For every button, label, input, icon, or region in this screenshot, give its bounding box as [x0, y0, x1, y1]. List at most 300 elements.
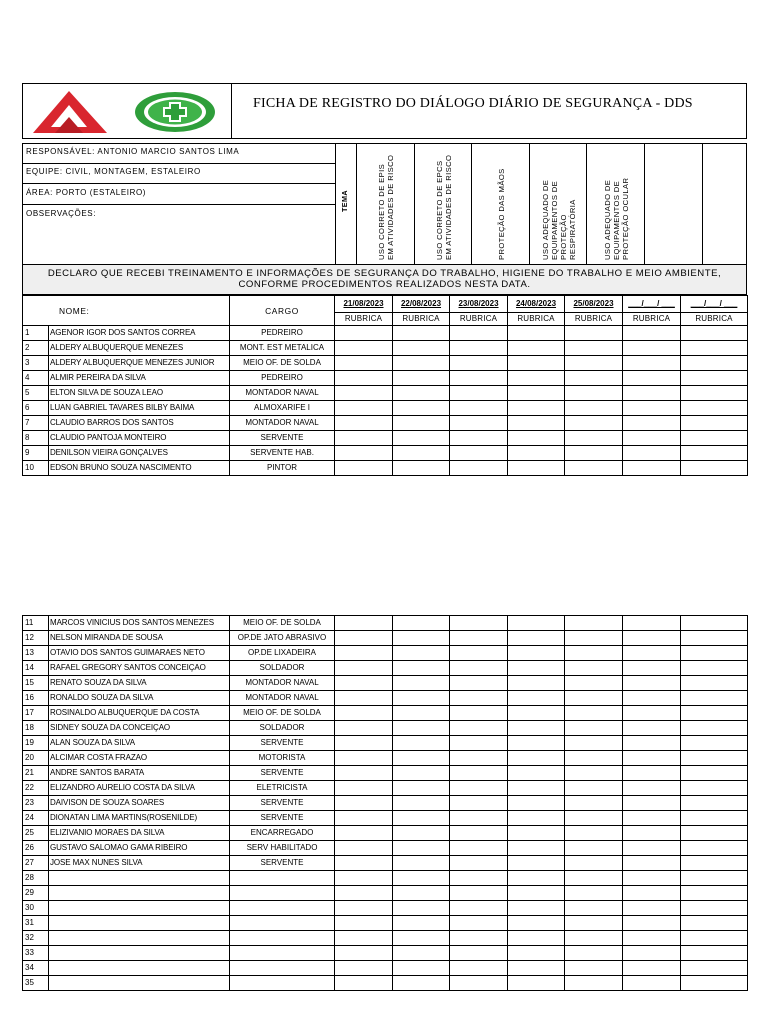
form-header [22, 83, 747, 139]
signature-cell[interactable] [335, 961, 393, 976]
signature-cell[interactable] [335, 976, 393, 991]
signature-cell[interactable] [565, 901, 623, 916]
signature-cell[interactable] [508, 811, 565, 826]
signature-cell[interactable] [335, 341, 393, 356]
tema-column [335, 144, 357, 264]
row-number: 16 [23, 691, 49, 706]
signature-cell[interactable] [623, 751, 681, 766]
signature-cell[interactable] [681, 751, 748, 766]
signature-cell[interactable] [565, 416, 623, 431]
signature-cell[interactable] [450, 691, 508, 706]
signature-cell[interactable] [450, 901, 508, 916]
signature-cell[interactable] [393, 706, 450, 721]
signature-cell[interactable] [508, 856, 565, 871]
employee-name: MARCOS VINICIUS DOS SANTOS MENEZES [49, 616, 230, 631]
signature-cell[interactable] [335, 706, 393, 721]
signature-cell[interactable] [450, 796, 508, 811]
signature-cell[interactable] [450, 341, 508, 356]
signature-cell[interactable] [565, 401, 623, 416]
signature-cell[interactable] [565, 356, 623, 371]
signature-cell[interactable] [393, 326, 450, 341]
signature-cell[interactable] [450, 721, 508, 736]
signature-cell[interactable] [393, 886, 450, 901]
employee-name: DENILSON VIEIRA GONÇALVES [49, 446, 230, 461]
signature-cell[interactable] [623, 386, 681, 401]
signature-cell[interactable] [335, 931, 393, 946]
row-number: 7 [23, 416, 49, 431]
signature-cell[interactable] [623, 721, 681, 736]
signature-cell[interactable] [335, 736, 393, 751]
signature-cell[interactable] [565, 676, 623, 691]
signature-cell[interactable] [623, 871, 681, 886]
row-number: 29 [23, 886, 49, 901]
row-number: 17 [23, 706, 49, 721]
signature-cell[interactable] [393, 691, 450, 706]
signature-cell[interactable] [508, 446, 565, 461]
signature-cell[interactable] [335, 371, 393, 386]
signature-cell[interactable] [450, 461, 508, 476]
signature-cell[interactable] [681, 736, 748, 751]
signature-cell[interactable] [450, 916, 508, 931]
employee-cargo [230, 871, 335, 886]
signature-cell[interactable] [681, 416, 748, 431]
signature-cell[interactable] [335, 401, 393, 416]
signature-cell[interactable] [393, 371, 450, 386]
signature-cell[interactable] [393, 811, 450, 826]
signature-cell[interactable] [565, 461, 623, 476]
employee-cargo: SERVENTE [230, 736, 335, 751]
signature-cell[interactable] [393, 631, 450, 646]
signature-cell[interactable] [335, 721, 393, 736]
signature-cell[interactable] [335, 916, 393, 931]
employee-cargo: PINTOR [230, 461, 335, 476]
signature-cell[interactable] [335, 871, 393, 886]
signature-cell[interactable] [623, 691, 681, 706]
employee-cargo: SOLDADOR [230, 721, 335, 736]
signature-cell[interactable] [565, 371, 623, 386]
signature-cell[interactable] [681, 646, 748, 661]
signature-cell[interactable] [623, 916, 681, 931]
signature-cell[interactable] [565, 736, 623, 751]
signature-cell[interactable] [565, 976, 623, 991]
signature-cell[interactable] [681, 781, 748, 796]
signature-cell[interactable] [393, 796, 450, 811]
signature-cell[interactable] [508, 461, 565, 476]
signature-cell[interactable] [393, 976, 450, 991]
signature-cell[interactable] [450, 841, 508, 856]
signature-cell[interactable] [335, 446, 393, 461]
signature-cell[interactable] [335, 356, 393, 371]
signature-cell[interactable] [681, 766, 748, 781]
employee-name: RENATO SOUZA DA SILVA [49, 676, 230, 691]
employee-cargo: PEDREIRO [230, 371, 335, 386]
signature-cell[interactable] [623, 461, 681, 476]
table-row [23, 341, 748, 356]
signature-cell[interactable] [450, 386, 508, 401]
date-header-6: ___/___/ ___ [623, 296, 681, 313]
signature-cell[interactable] [393, 721, 450, 736]
signature-cell[interactable] [393, 461, 450, 476]
signature-cell[interactable] [681, 946, 748, 961]
signature-cell[interactable] [393, 751, 450, 766]
signature-cell[interactable] [681, 326, 748, 341]
signature-cell[interactable] [508, 871, 565, 886]
signature-cell[interactable] [508, 616, 565, 631]
signature-cell[interactable] [681, 616, 748, 631]
signature-cell[interactable] [508, 706, 565, 721]
signature-cell[interactable] [681, 661, 748, 676]
employee-cargo: SERV HABILITADO [230, 841, 335, 856]
signature-cell[interactable] [393, 781, 450, 796]
signature-cell[interactable] [681, 856, 748, 871]
signature-cell[interactable] [450, 781, 508, 796]
topic-3-line-1: PROTEÇÃO DAS MÃOS [497, 168, 506, 260]
signature-cell[interactable] [450, 416, 508, 431]
signature-cell[interactable] [623, 661, 681, 676]
signature-cell[interactable] [508, 886, 565, 901]
signature-cell[interactable] [623, 856, 681, 871]
signature-cell[interactable] [335, 856, 393, 871]
signature-cell[interactable] [623, 796, 681, 811]
signature-cell[interactable] [393, 841, 450, 856]
signature-cell[interactable] [450, 811, 508, 826]
signature-cell[interactable] [623, 401, 681, 416]
signature-cell[interactable] [450, 356, 508, 371]
signature-cell[interactable] [335, 631, 393, 646]
signature-cell[interactable] [681, 371, 748, 386]
signature-cell[interactable] [335, 811, 393, 826]
signature-cell[interactable] [565, 811, 623, 826]
table-row [23, 916, 748, 931]
signature-cell[interactable] [335, 691, 393, 706]
signature-cell[interactable] [508, 356, 565, 371]
name-header: NOME: [23, 296, 230, 326]
signature-cell[interactable] [335, 901, 393, 916]
signature-cell[interactable] [335, 751, 393, 766]
signature-cell[interactable] [565, 886, 623, 901]
signature-cell[interactable] [623, 416, 681, 431]
signature-cell[interactable] [508, 901, 565, 916]
signature-cell[interactable] [335, 616, 393, 631]
signature-cell[interactable] [565, 631, 623, 646]
signature-cell[interactable] [623, 841, 681, 856]
signature-cell[interactable] [393, 856, 450, 871]
signature-cell[interactable] [335, 646, 393, 661]
signature-cell[interactable] [565, 326, 623, 341]
signature-cell[interactable] [393, 341, 450, 356]
signature-cell[interactable] [393, 901, 450, 916]
signature-cell[interactable] [508, 386, 565, 401]
signature-cell[interactable] [565, 431, 623, 446]
signature-cell[interactable] [623, 371, 681, 386]
signature-cell[interactable] [393, 766, 450, 781]
employee-cargo: PEDREIRO [230, 326, 335, 341]
employee-name: ALMIR PEREIRA DA SILVA [49, 371, 230, 386]
signature-cell[interactable] [623, 976, 681, 991]
signature-cell[interactable] [450, 646, 508, 661]
signature-cell[interactable] [450, 766, 508, 781]
signature-cell[interactable] [450, 661, 508, 676]
employee-name [49, 976, 230, 991]
signature-cell[interactable] [623, 811, 681, 826]
signature-cell[interactable] [335, 796, 393, 811]
signature-cell[interactable] [393, 646, 450, 661]
signature-cell[interactable] [335, 886, 393, 901]
signature-cell[interactable] [508, 401, 565, 416]
signature-cell[interactable] [450, 631, 508, 646]
signature-cell[interactable] [681, 901, 748, 916]
row-number: 32 [23, 931, 49, 946]
signature-cell[interactable] [681, 796, 748, 811]
signature-cell[interactable] [681, 631, 748, 646]
signature-cell[interactable] [623, 616, 681, 631]
signature-cell[interactable] [565, 766, 623, 781]
row-number: 13 [23, 646, 49, 661]
signature-cell[interactable] [335, 766, 393, 781]
signature-cell[interactable] [508, 841, 565, 856]
signature-cell[interactable] [681, 431, 748, 446]
signature-cell[interactable] [508, 961, 565, 976]
employee-name: ROSINALDO ALBUQUERQUE DA COSTA [49, 706, 230, 721]
signature-cell[interactable] [335, 946, 393, 961]
signature-cell[interactable] [623, 781, 681, 796]
signature-cell[interactable] [450, 931, 508, 946]
cargo-header: CARGO [230, 296, 335, 326]
signature-cell[interactable] [565, 841, 623, 856]
topic-4-line-3: PROTEÇÃO [559, 214, 568, 260]
signature-cell[interactable] [508, 371, 565, 386]
signature-cell[interactable] [508, 781, 565, 796]
equipe-field: EQUIPE: CIVIL, MONTAGEM, ESTALEIRO [23, 164, 335, 184]
signature-cell[interactable] [393, 661, 450, 676]
signature-cell[interactable] [681, 386, 748, 401]
signature-cell[interactable] [623, 961, 681, 976]
signature-cell[interactable] [335, 386, 393, 401]
signature-cell[interactable] [450, 751, 508, 766]
signature-cell[interactable] [393, 871, 450, 886]
signature-cell[interactable] [681, 706, 748, 721]
signature-cell[interactable] [681, 841, 748, 856]
table-row [23, 766, 748, 781]
signature-cell[interactable] [681, 676, 748, 691]
signature-cell[interactable] [681, 916, 748, 931]
table-row [23, 901, 748, 916]
signature-cell[interactable] [335, 461, 393, 476]
signature-cell[interactable] [508, 661, 565, 676]
signature-cell[interactable] [565, 946, 623, 961]
signature-cell[interactable] [393, 431, 450, 446]
signature-cell[interactable] [681, 976, 748, 991]
signature-cell[interactable] [393, 946, 450, 961]
signature-cell[interactable] [393, 931, 450, 946]
signature-cell[interactable] [393, 961, 450, 976]
signature-cell[interactable] [450, 401, 508, 416]
signature-cell[interactable] [565, 721, 623, 736]
row-number: 22 [23, 781, 49, 796]
signature-cell[interactable] [565, 341, 623, 356]
signature-cell[interactable] [565, 646, 623, 661]
safety-cross-logo-icon [133, 90, 217, 134]
signature-cell[interactable] [681, 886, 748, 901]
table-row [23, 946, 748, 961]
signature-cell[interactable] [393, 616, 450, 631]
signature-cell[interactable] [681, 811, 748, 826]
signature-cell[interactable] [508, 631, 565, 646]
employee-cargo [230, 916, 335, 931]
signature-cell[interactable] [450, 616, 508, 631]
signature-cell[interactable] [450, 706, 508, 721]
signature-cell[interactable] [335, 781, 393, 796]
signature-cell[interactable] [508, 721, 565, 736]
signature-cell[interactable] [335, 431, 393, 446]
signature-cell[interactable] [508, 766, 565, 781]
signature-cell[interactable] [623, 901, 681, 916]
signature-cell[interactable] [681, 871, 748, 886]
signature-cell[interactable] [623, 766, 681, 781]
signature-cell[interactable] [681, 721, 748, 736]
info-box [22, 143, 747, 265]
employee-name: ANDRE SANTOS BARATA [49, 766, 230, 781]
signature-cell[interactable] [508, 736, 565, 751]
employee-name: DIONATAN LIMA MARTINS(ROSENILDE) [49, 811, 230, 826]
signature-cell[interactable] [450, 961, 508, 976]
signature-cell[interactable] [335, 326, 393, 341]
signature-cell[interactable] [565, 691, 623, 706]
signature-cell[interactable] [393, 826, 450, 841]
signature-cell[interactable] [393, 416, 450, 431]
signature-cell[interactable] [623, 356, 681, 371]
signature-cell[interactable] [450, 826, 508, 841]
signature-cell[interactable] [565, 386, 623, 401]
table-row [23, 721, 748, 736]
row-number: 21 [23, 766, 49, 781]
signature-cell[interactable] [508, 646, 565, 661]
signature-cell[interactable] [450, 446, 508, 461]
signature-cell[interactable] [565, 916, 623, 931]
signature-cell[interactable] [508, 691, 565, 706]
signature-cell[interactable] [335, 826, 393, 841]
signature-cell[interactable] [508, 431, 565, 446]
signature-cell[interactable] [335, 841, 393, 856]
signature-cell[interactable] [450, 736, 508, 751]
signature-cell[interactable] [393, 446, 450, 461]
signature-cell[interactable] [565, 826, 623, 841]
signature-cell[interactable] [450, 431, 508, 446]
row-number: 35 [23, 976, 49, 991]
signature-cell[interactable] [681, 931, 748, 946]
table-row [23, 841, 748, 856]
signature-cell[interactable] [393, 916, 450, 931]
signature-cell[interactable] [623, 326, 681, 341]
signature-cell[interactable] [623, 736, 681, 751]
signature-cell[interactable] [623, 931, 681, 946]
signature-cell[interactable] [393, 356, 450, 371]
signature-cell[interactable] [450, 871, 508, 886]
signature-cell[interactable] [565, 856, 623, 871]
signature-cell[interactable] [565, 796, 623, 811]
signature-cell[interactable] [623, 431, 681, 446]
signature-cell[interactable] [508, 916, 565, 931]
signature-cell[interactable] [393, 401, 450, 416]
employee-cargo: OP.DE LIXADEIRA [230, 646, 335, 661]
signature-cell[interactable] [623, 676, 681, 691]
signature-cell[interactable] [681, 826, 748, 841]
employee-cargo [230, 961, 335, 976]
signature-cell[interactable] [623, 341, 681, 356]
signature-cell[interactable] [681, 461, 748, 476]
topic-4-line-4: RESPIRATÓRIA [568, 199, 577, 260]
signature-cell[interactable] [450, 886, 508, 901]
signature-cell[interactable] [508, 826, 565, 841]
signature-cell[interactable] [508, 416, 565, 431]
employee-name: CLAUDIO BARROS DOS SANTOS [49, 416, 230, 431]
row-number: 31 [23, 916, 49, 931]
row-number: 30 [23, 901, 49, 916]
signature-cell[interactable] [450, 946, 508, 961]
signature-cell[interactable] [508, 796, 565, 811]
signature-cell[interactable] [623, 646, 681, 661]
signature-cell[interactable] [450, 326, 508, 341]
signature-cell[interactable] [508, 341, 565, 356]
employee-name: RAFAEL GREGORY SANTOS CONCEIÇAO [49, 661, 230, 676]
signature-cell[interactable] [565, 616, 623, 631]
signature-cell[interactable] [508, 676, 565, 691]
signature-cell[interactable] [623, 706, 681, 721]
signature-cell[interactable] [565, 961, 623, 976]
signature-cell[interactable] [565, 661, 623, 676]
signature-cell[interactable] [681, 691, 748, 706]
employee-name: NELSON MIRANDA DE SOUSA [49, 631, 230, 646]
signature-cell[interactable] [450, 676, 508, 691]
signature-cell[interactable] [335, 661, 393, 676]
signature-cell[interactable] [393, 386, 450, 401]
signature-cell[interactable] [623, 826, 681, 841]
signature-cell[interactable] [335, 676, 393, 691]
signature-cell[interactable] [393, 736, 450, 751]
signature-cell[interactable] [681, 356, 748, 371]
signature-cell[interactable] [508, 751, 565, 766]
signature-cell[interactable] [565, 706, 623, 721]
signature-cell[interactable] [681, 401, 748, 416]
signature-cell[interactable] [450, 976, 508, 991]
signature-cell[interactable] [508, 976, 565, 991]
signature-cell[interactable] [565, 781, 623, 796]
signature-cell[interactable] [623, 886, 681, 901]
signature-cell[interactable] [681, 961, 748, 976]
signature-cell[interactable] [565, 871, 623, 886]
signature-cell[interactable] [335, 416, 393, 431]
signature-cell[interactable] [565, 751, 623, 766]
signature-cell[interactable] [450, 371, 508, 386]
signature-cell[interactable] [623, 946, 681, 961]
signature-cell[interactable] [508, 931, 565, 946]
signature-cell[interactable] [623, 631, 681, 646]
signature-cell[interactable] [681, 341, 748, 356]
topic-column-4 [529, 144, 587, 264]
signature-cell[interactable] [565, 931, 623, 946]
table-row [23, 356, 748, 371]
signature-cell[interactable] [393, 676, 450, 691]
signature-cell[interactable] [508, 946, 565, 961]
signature-cell[interactable] [508, 326, 565, 341]
form-title: FICHA DE REGISTRO DO DIÁLOGO DIÁRIO DE SEGURANÇA - DDS [253, 96, 693, 111]
date-header-5: 25/08/2023 [565, 296, 623, 313]
signature-cell[interactable] [450, 856, 508, 871]
signature-cell[interactable] [681, 446, 748, 461]
signature-cell[interactable] [623, 446, 681, 461]
signature-cell[interactable] [565, 446, 623, 461]
employee-cargo: MEIO OF. DE SOLDA [230, 356, 335, 371]
